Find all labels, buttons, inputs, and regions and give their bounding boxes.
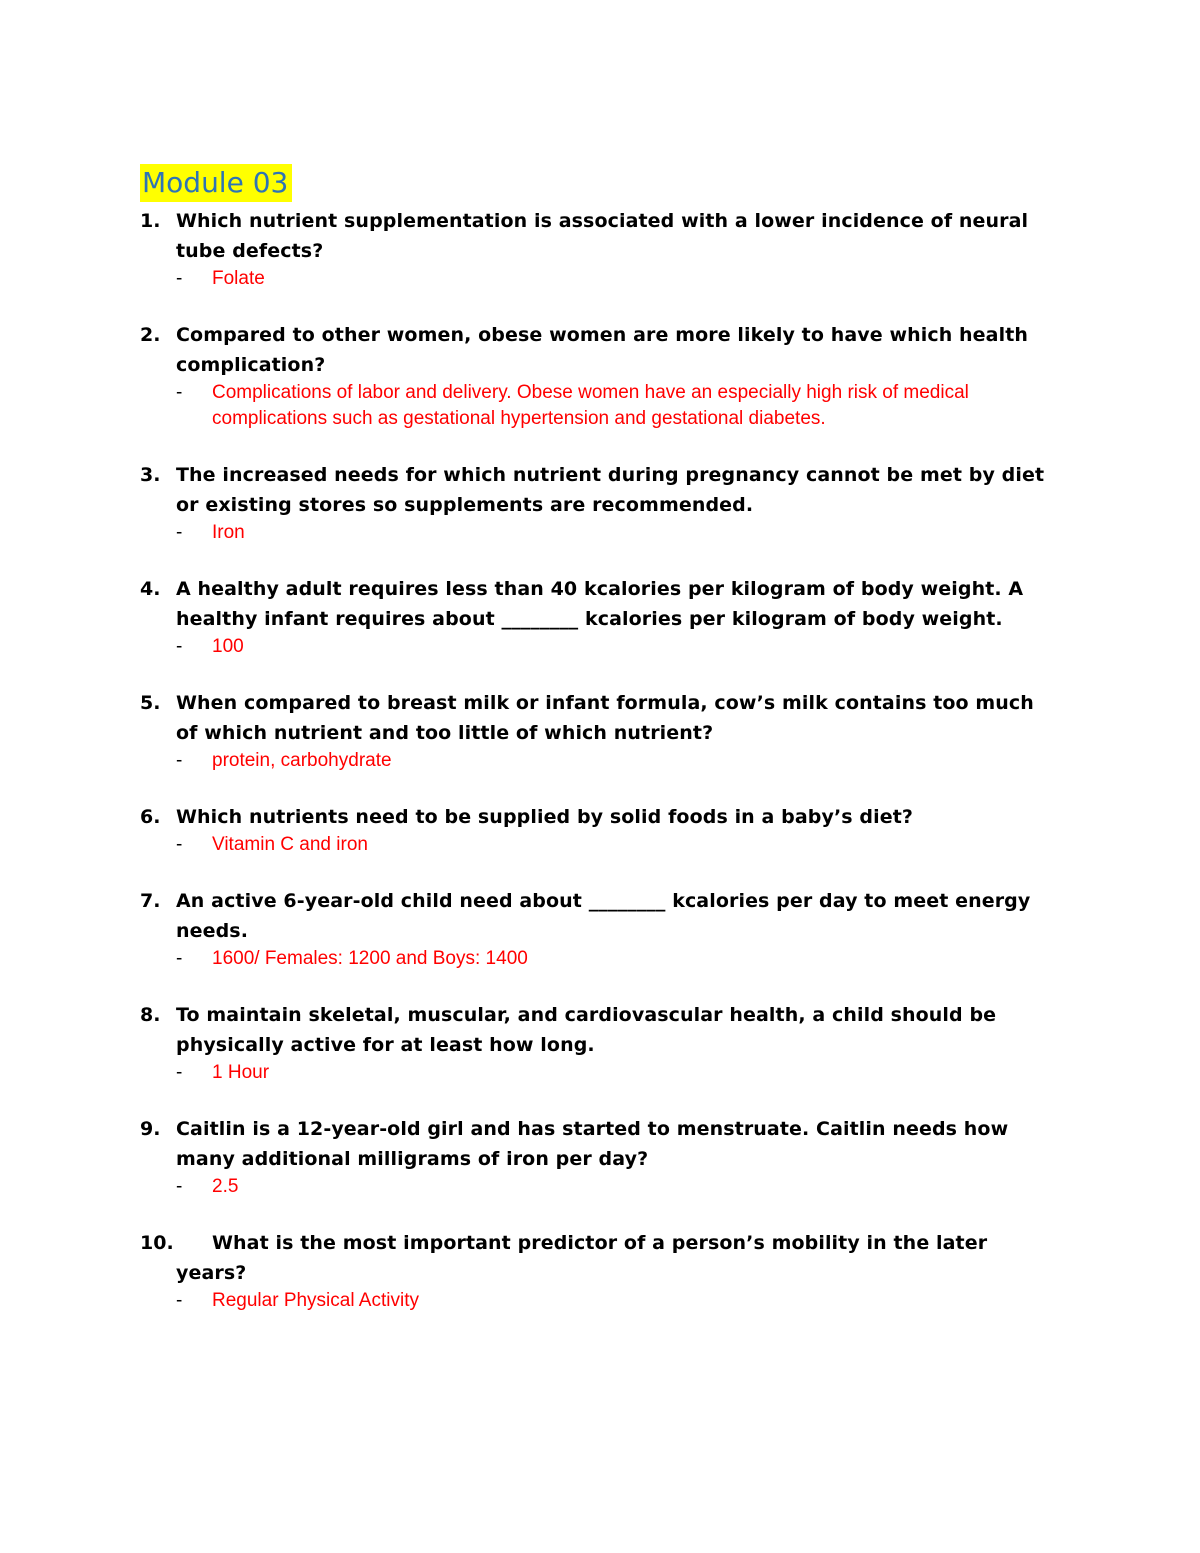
answer-text: 1600/ Females: 1200 and Boys: 1400: [212, 948, 528, 969]
question-text: A healthy adult requires less than 40 kcalories per kilogram of body weight. A healthy infant requires about ________ kcalories per kilogram of body weight.: [176, 578, 1024, 630]
question-text: What is the most important predictor of a person’s mobility in the later years?: [176, 1232, 988, 1284]
answer: [140, 520, 1060, 546]
question-item: [140, 574, 1060, 660]
question-item: [140, 1114, 1060, 1200]
question-number: 8.: [140, 1004, 161, 1026]
question-number: 4.: [140, 578, 161, 600]
answer: [140, 748, 1060, 774]
answer-dash: -: [176, 834, 183, 855]
answer: [140, 1060, 1060, 1086]
answer-dash: -: [176, 1062, 183, 1083]
question-item: [140, 1000, 1060, 1086]
question-text: When compared to breast milk or infant formula, cow’s milk contains too much of which nutrient and too little of which nutrient?: [176, 692, 1034, 744]
question-number: 6.: [140, 806, 161, 828]
question-item: [140, 1228, 1060, 1314]
answer: [140, 946, 1060, 972]
question-number: 10.: [140, 1232, 174, 1254]
question-item: [140, 320, 1060, 432]
answer: [140, 266, 1060, 292]
answer-text: Complications of labor and delivery. Obese women have an especially high risk of medical complications such as gestational hypertension and gestational diabetes.: [212, 382, 969, 429]
answer-text: Folate: [212, 268, 265, 289]
answer-dash: -: [176, 382, 183, 403]
title-wrap: [140, 164, 292, 202]
answer-text: Vitamin C and iron: [212, 834, 368, 855]
answer-dash: -: [176, 750, 183, 771]
answer-dash: -: [176, 1290, 183, 1311]
page-title: Module 03: [140, 164, 292, 202]
answer: [140, 634, 1060, 660]
question-text: The increased needs for which nutrient during pregnancy cannot be met by diet or existing stores so supplements are recommended.: [176, 464, 1045, 516]
answer-text: 1 Hour: [212, 1062, 270, 1083]
question-item: [140, 688, 1060, 774]
answer-dash: -: [176, 522, 183, 543]
answer-dash: -: [176, 268, 183, 289]
answer: [140, 1288, 1060, 1314]
question-text: Which nutrient supplementation is associated with a lower incidence of neural tube defects?: [176, 210, 1029, 262]
question-text: To maintain skeletal, muscular, and cardiovascular health, a child should be physically active for at least how long.: [176, 1004, 997, 1056]
question-item: [140, 886, 1060, 972]
question-number: 5.: [140, 692, 161, 714]
answer-text: Iron: [212, 522, 245, 543]
question-text: An active 6-year-old child need about ________ kcalories per day to meet energy needs.: [176, 890, 1031, 942]
question-item: [140, 802, 1060, 858]
question-number: 2.: [140, 324, 161, 346]
answer: [140, 832, 1060, 858]
question-item: [140, 206, 1060, 292]
question-number: 3.: [140, 464, 161, 486]
answer-dash: -: [176, 636, 183, 657]
question-text: Which nutrients need to be supplied by solid foods in a baby’s diet?: [176, 806, 914, 828]
question-item: [140, 460, 1060, 546]
question-number: 1.: [140, 210, 161, 232]
answer: [140, 1174, 1060, 1200]
question-number: 9.: [140, 1118, 161, 1140]
answer-text: protein, carbohydrate: [212, 750, 392, 771]
answer-dash: -: [176, 948, 183, 969]
question-text: Caitlin is a 12-year-old girl and has started to menstruate. Caitlin needs how many additional milligrams of iron per day?: [176, 1118, 1009, 1170]
question-number: 7.: [140, 890, 161, 912]
answer-text: Regular Physical Activity: [212, 1290, 419, 1311]
answer-text: 100: [212, 636, 244, 657]
question-list: [140, 206, 1060, 1342]
answer-dash: -: [176, 1176, 183, 1197]
question-text: Compared to other women, obese women are more likely to have which health complication?: [176, 324, 1029, 376]
answer: [140, 380, 1060, 432]
answer-text: 2.5: [212, 1176, 239, 1197]
